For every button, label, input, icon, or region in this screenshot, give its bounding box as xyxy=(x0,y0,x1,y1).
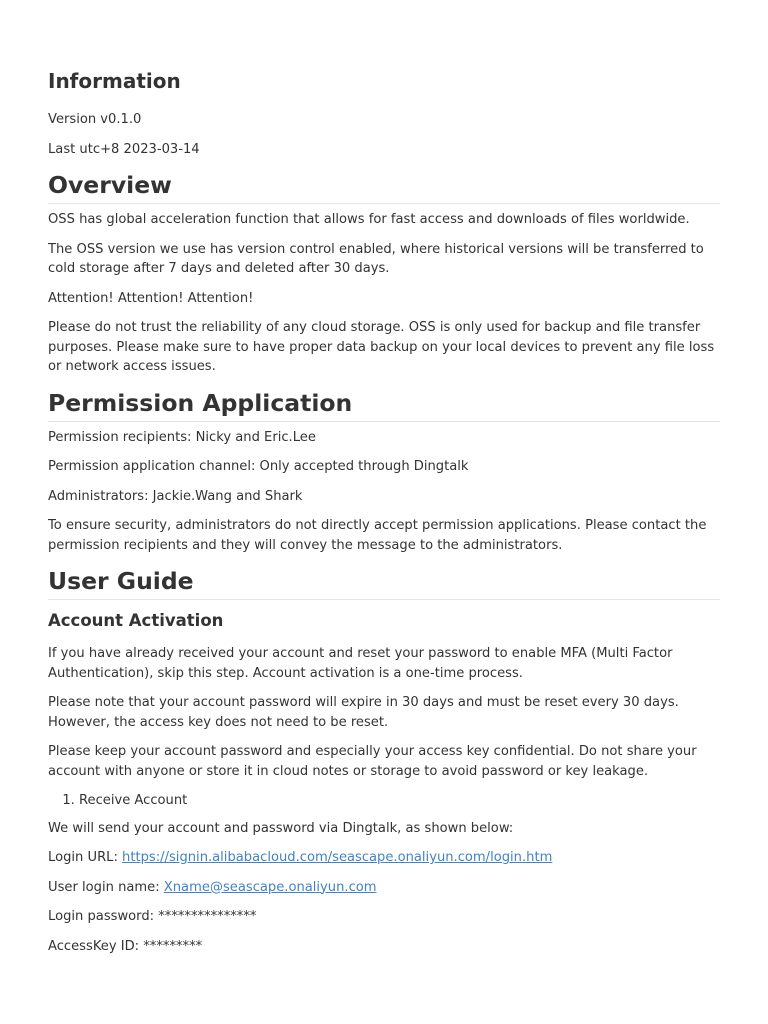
login-url-link[interactable]: https://signin.alibabacloud.com/seascape.onaliyun.com/login.htm xyxy=(122,850,553,865)
overview-heading: Overview xyxy=(48,169,720,204)
user-guide-heading: User Guide xyxy=(48,565,720,600)
permission-recipients: Permission recipients: Nicky and Eric.Lee xyxy=(48,429,316,445)
overview-paragraph: OSS has global acceleration function that allows for fast access and downloads of files worldwide. xyxy=(48,212,690,227)
permission-note: To ensure security, administrators do not directly accept permission applications. Please contact the permission recipients and they will convey the message to the administrators. xyxy=(48,518,707,553)
permission-channel: Permission application channel: Only accepted through Dingtalk xyxy=(48,459,469,474)
login-name-line xyxy=(48,878,720,898)
steps-list xyxy=(48,791,720,811)
login-url-label: Login URL: xyxy=(48,850,123,865)
permission-heading: Permission Application xyxy=(48,387,720,422)
access-key-value: ********* xyxy=(143,938,203,954)
login-url-line xyxy=(48,848,720,868)
overview-attention: Attention! Attention! Attention! xyxy=(48,290,254,306)
login-name-label: User login name: xyxy=(48,879,164,895)
access-key-line xyxy=(48,937,720,957)
last-updated-text: Last utc+8 2023-03-14 xyxy=(48,141,200,157)
activation-paragraph: If you have already received your account and reset your password to enable MFA (Multi Factor Authentication), skip this step. Account activation is a one-time process. xyxy=(48,646,673,681)
account-activation-heading: Account Activation xyxy=(48,611,224,630)
activation-paragraph: Please note that your account password will expire in 30 days and must be reset every 30 days. However, the access key does not need to be reset. xyxy=(48,695,679,730)
access-key-label: AccessKey ID: xyxy=(48,938,144,954)
permission-administrators: Administrators: Jackie.Wang and Shark xyxy=(48,488,303,504)
activation-paragraph: Please keep your account password and especially your access key confidential. Do not share your account with anyone or store it in cloud notes or storage to avoid password or key leakage. xyxy=(48,744,697,779)
list-item: 1. Receive Account xyxy=(79,791,720,811)
login-password-line xyxy=(48,907,720,927)
overview-paragraph: Please do not trust the reliability of any cloud storage. OSS is only used for backup and file transfer purposes. Please make sure to have proper data backup on your local devices to prevent any file loss or network access issues. xyxy=(48,320,715,374)
information-heading: Information xyxy=(48,69,181,93)
version-text: Version v0.1.0 xyxy=(48,112,142,127)
login-name-link[interactable]: Xname@seascape.onaliyun.com xyxy=(163,879,377,895)
overview-paragraph: The OSS version we use has version control enabled, where historical versions will be transferred to cold storage after 7 days and deleted after 30 days. xyxy=(48,241,704,276)
login-password-value: *************** xyxy=(158,909,257,924)
receive-intro: We will send your account and password via Dingtalk, as shown below: xyxy=(48,820,514,836)
login-password-label: Login password: xyxy=(48,909,159,924)
